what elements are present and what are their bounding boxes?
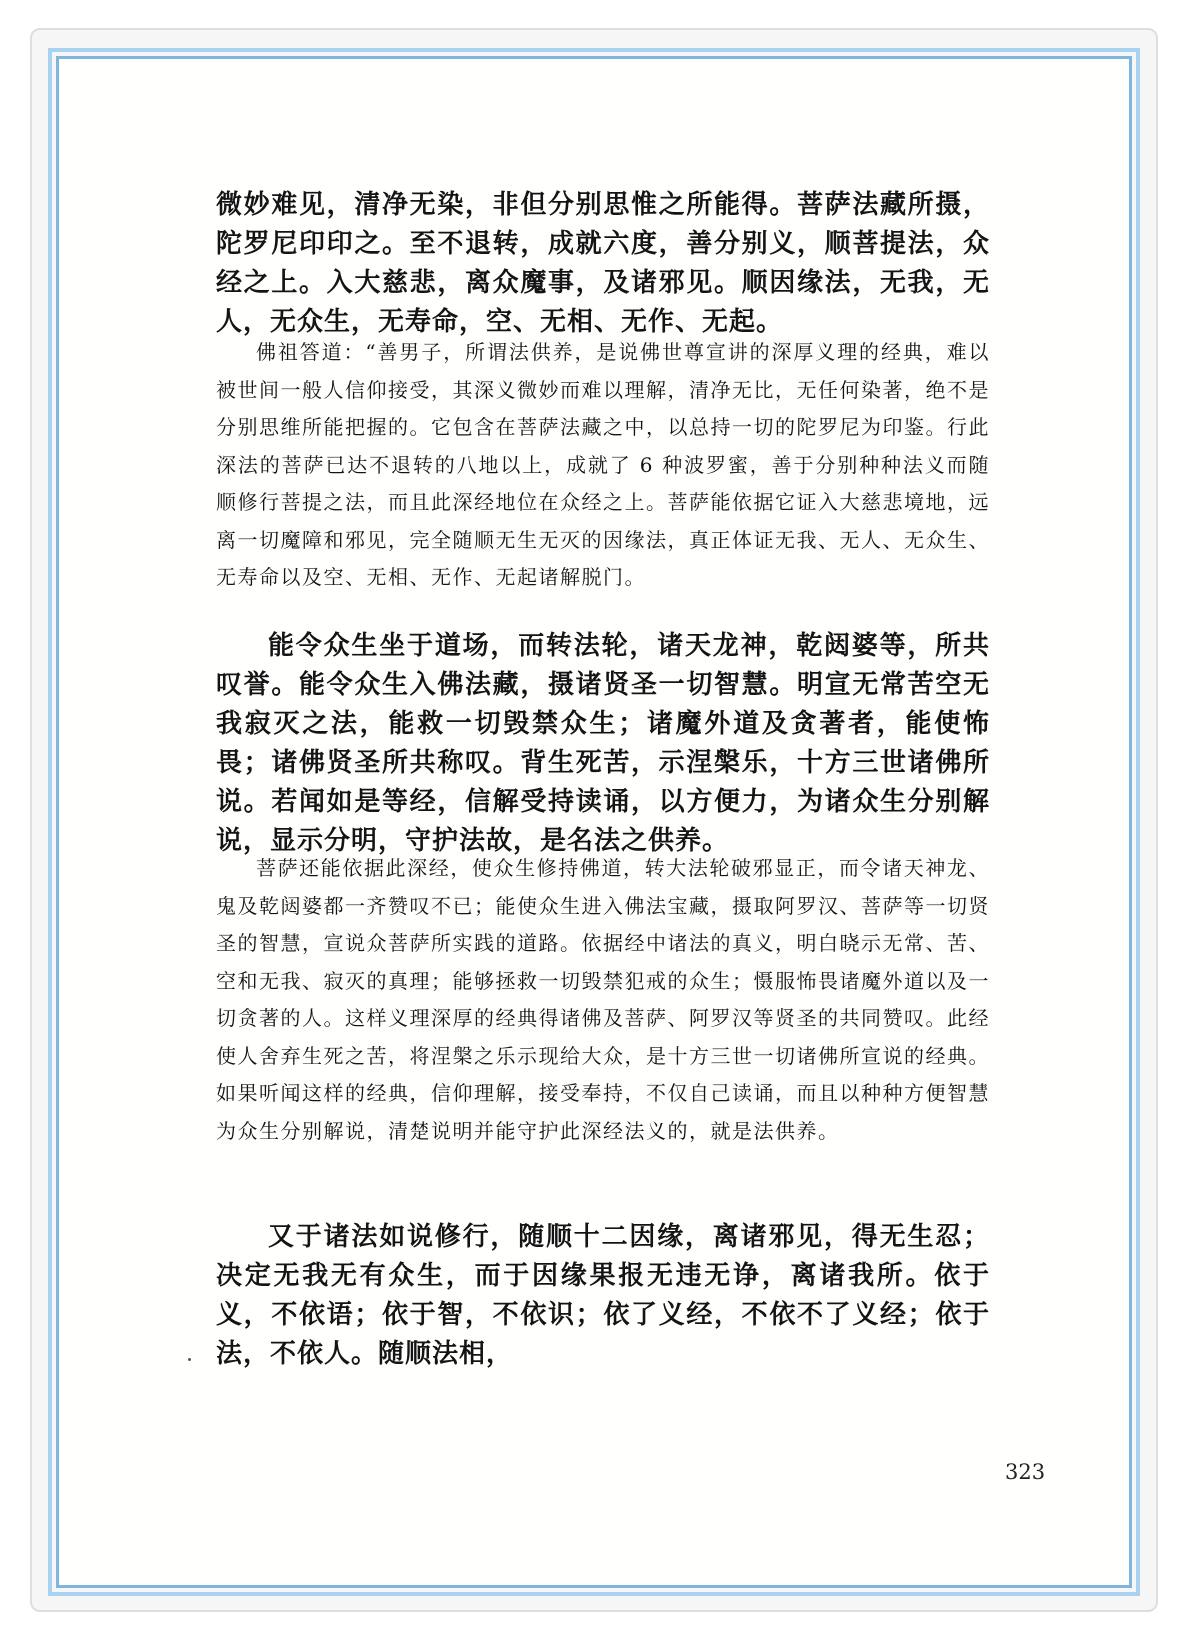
- original-text-paragraph-1: 微妙难见，清净无染，非但分别思惟之所能得。菩萨法藏所摄，陀罗尼印印之。至不退转，成就六度，善分别义，顺菩提法，众经之上。入大慈悲，离众魔事，及诸邪见。顺因缘法，无我，无人，无众生，无寿命，空、无相、无作、无起。: [216, 190, 990, 337]
- page-number: 323: [1005, 1460, 1046, 1484]
- original-text-paragraph-3: 又于诸法如说修行，随顺十二因缘，离诸邪见，得无生忍；决定无我无有众生，而于因缘果报无违无诤，离诸我所。依于义，不依语；依于智，不依识；依了义经，不依不了义经；依于法，不依人。随顺法相，: [216, 1222, 990, 1369]
- translation-paragraph-2: 菩萨还能依据此深经，使众生修持佛道，转大法轮破邪显正，而令诸天神龙、鬼及乾闼婆都一齐赞叹不已；能使众生进入佛法宝藏，摄取阿罗汉、菩萨等一切贤圣的智慧，宣说众菩萨所实践的道路。依据经中诸法的真义，明白晓示无常、苦、空和无我、寂灭的真理；能够拯救一切毁禁犯戒的众生；慑服怖畏诸魔外道以及一切贪著的人。这样义理深厚的经典得诸佛及菩萨、阿罗汉等贤圣的共同赞叹。此经使人舍弃生死之苦，将涅槃之乐示现给大众，是十方三世一切诸佛所宣说的经典。如果听闻这样的经典，信仰理解，接受奉持，不仅自己读诵，而且以种种方便智慧为众生分别解说，清楚说明并能守护此深经法义的，就是法供养。: [216, 856, 990, 1143]
- original-text-paragraph-2: 能令众生坐于道场，而转法轮，诸天龙神，乾闼婆等，所共叹誉。能令众生入佛法藏，摄诸贤圣一切智慧。明宣无常苦空无我寂灭之法，能救一切毁禁众生；诸魔外道及贪著者，能使怖畏；诸佛贤圣所共称叹。背生死苦，示涅槃乐，十方三世诸佛所说。若闻如是等经，信解受持读诵，以方便力，为诸众生分别解说，显示分明，守护法故，是名法之供养。: [216, 631, 990, 856]
- margin-mark: [188, 1358, 191, 1361]
- translation-paragraph-1: 佛祖答道：“善男子，所谓法供养，是说佛世尊宣讲的深厚义理的经典，难以被世间一般人信仰接受，其深义微妙而难以理解，清净无比，无任何染著，绝不是分别思维所能把握的。它包含在菩萨法藏之中，以总持一切的陀罗尼为印鉴。行此深法的菩萨已达不退转的八地以上，成就了 6 种波罗蜜，善于分别种种法义而随顺修行菩提之法，而且此深经地位在众经之上。菩萨能依据它证入大慈悲境地，远离一切魔障和邪见，完全随顺无生无灭的因缘法，真正体证无我、无人、无众生、无寿命以及空、无相、无作、无起诸解脱门。: [216, 340, 990, 589]
